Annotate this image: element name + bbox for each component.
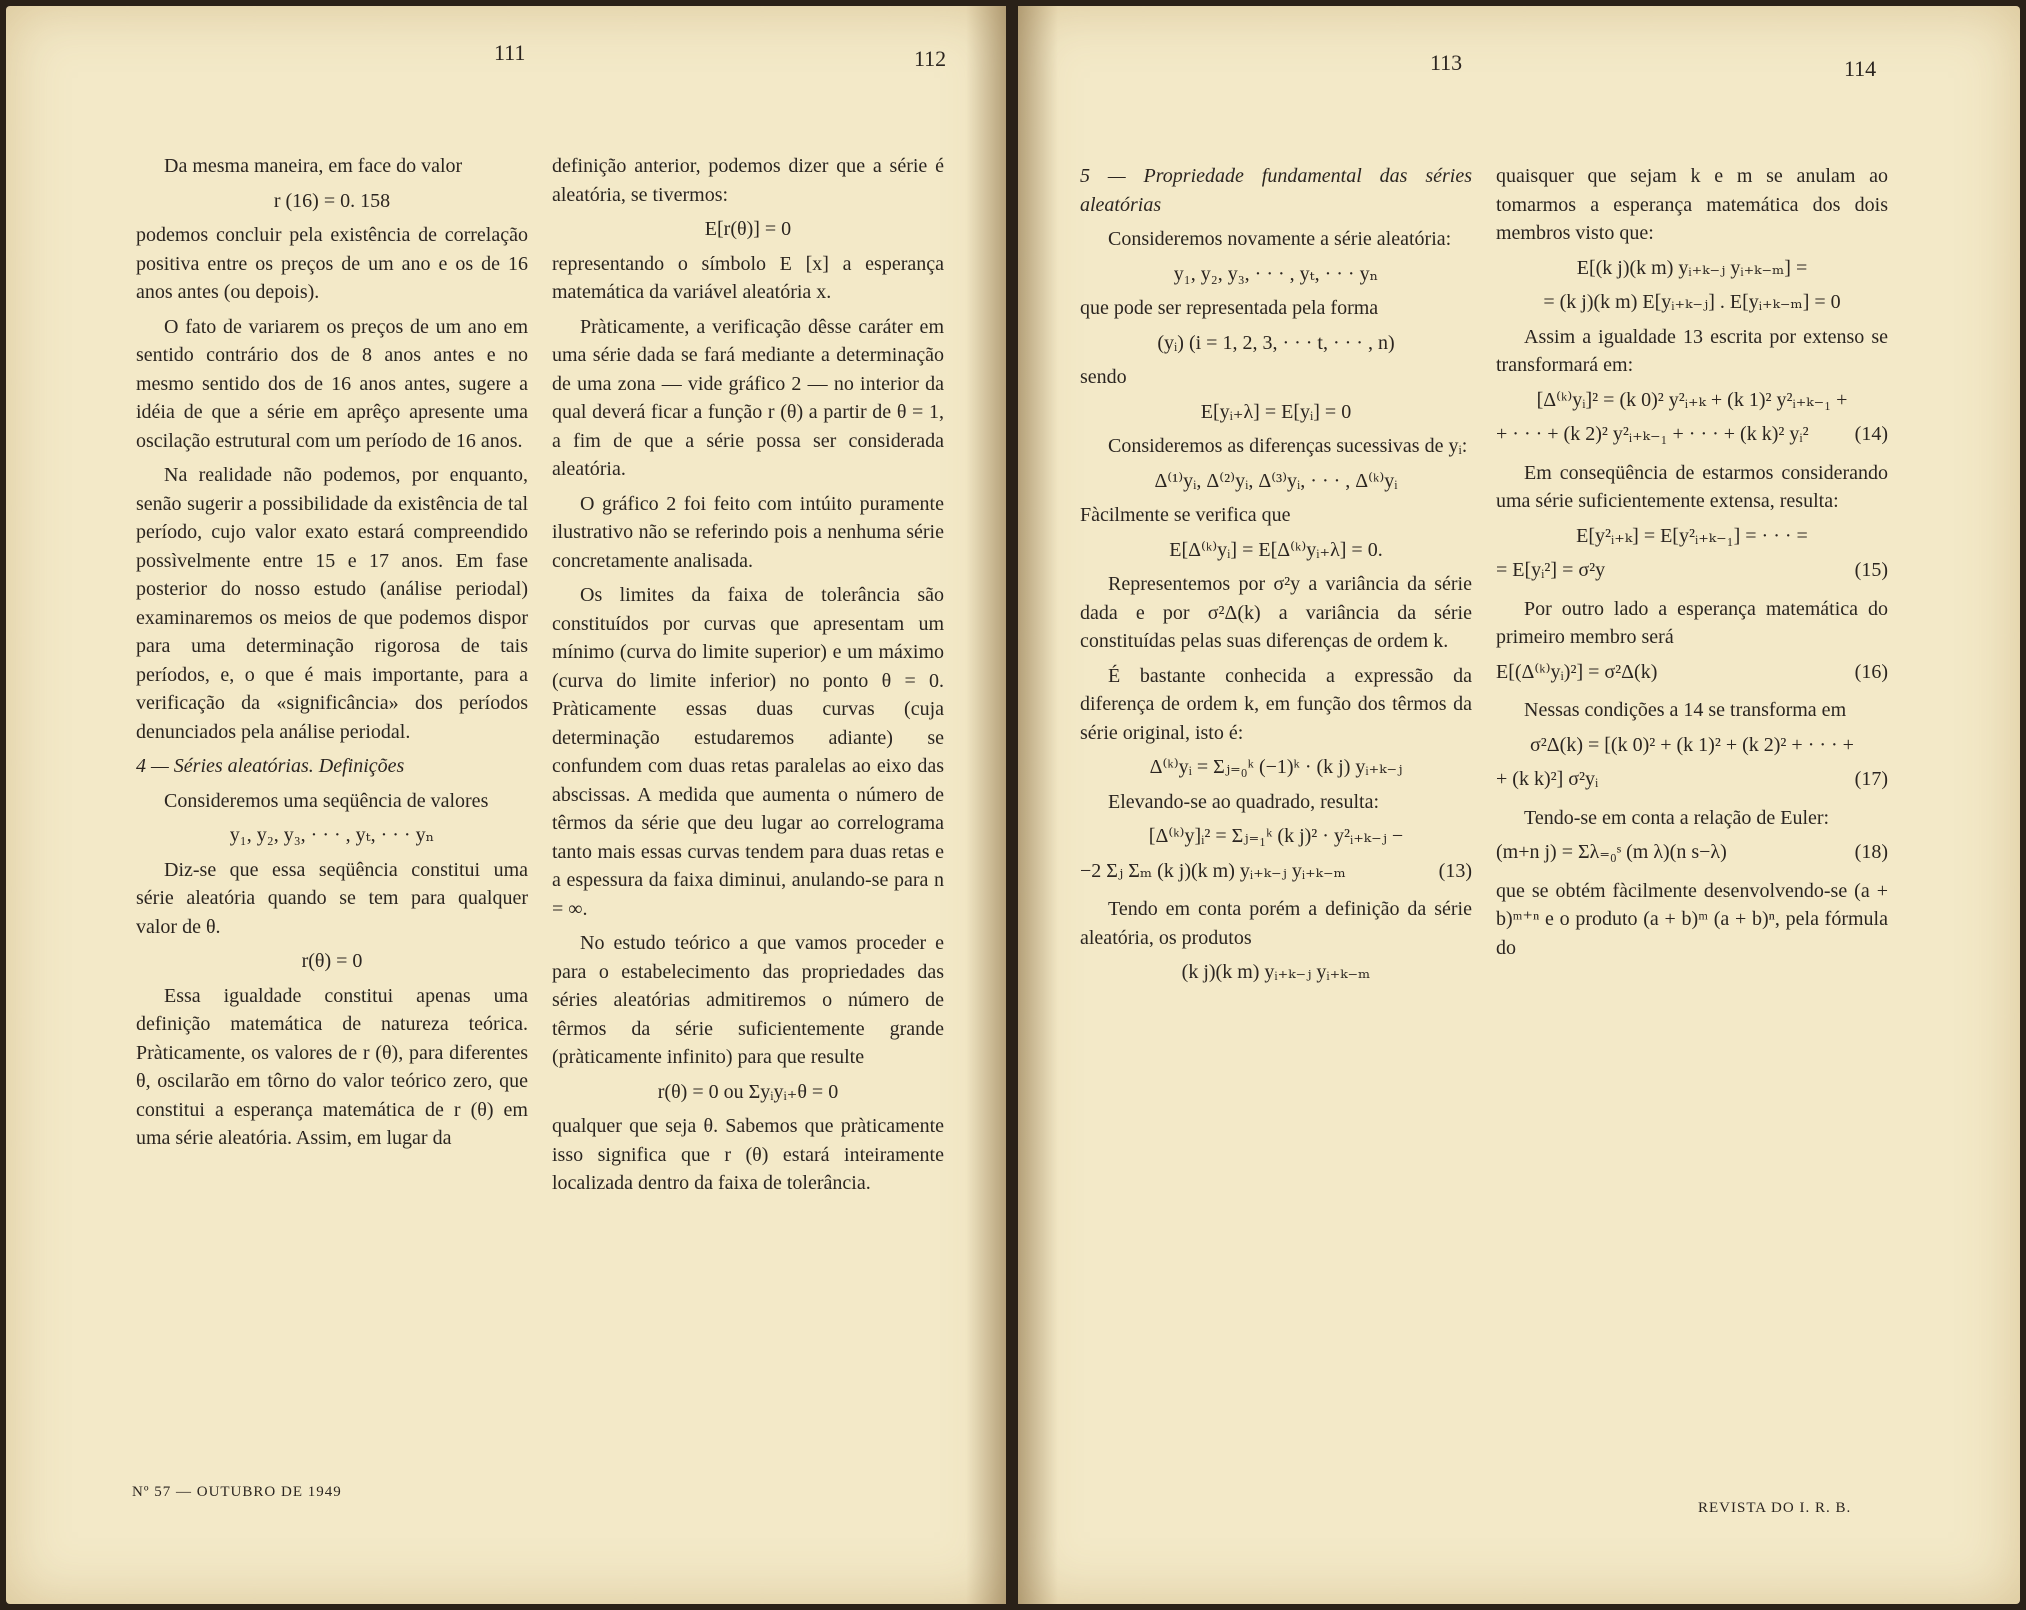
paragraph: Os limites da faixa de tolerância são constituídos por curvas que apresentam um mínimo (curva do limite superior) e um máximo (curva do limite inferior) no ponto θ = 0. Pràticamente essas duas curvas (cuja determinação estudaremos adiante) se confundem com duas retas paralelas ao eixo das abscissas. A medida que aumenta o número de têrmos da série que deu lugar ao correlograma tanto mais essas curvas tendem para duas retas e a espessura da faixa diminui, anulando-se para n = ∞. [552, 584, 944, 920]
section-heading: 5 — Propriedade fundamental das séries aleatórias [1080, 165, 1472, 216]
equation-row [1496, 838, 1888, 867]
paragraph: No estudo teórico a que vamos proceder e para o estabelecimento das propriedades das séries aleatórias admitiremos o número de têrmos da série suficientemente grande (pràticamente infinito) para que resulte [552, 932, 944, 1068]
paragraph: definição anterior, podemos dizer que a série é aleatória, se tivermos: [552, 155, 944, 206]
paragraph: Consideremos as diferenças sucessivas de yᵢ: [1108, 435, 1468, 457]
paragraph: podemos concluir pela existência de correlação positiva entre os preços de um ano e os de 16 anos antes (ou depois). [136, 224, 528, 303]
equation: [Δ⁽ᵏ⁾y]ᵢ² = Σⱼ₌₁ᵏ (k j)² · y²ᵢ₊ₖ₋ⱼ − [1148, 825, 1404, 847]
equation: Δ⁽ᵏ⁾yᵢ = Σⱼ₌₀ᵏ (−1)ᵏ · (k j) yᵢ₊ₖ₋ⱼ [1149, 756, 1403, 778]
left-page [6, 6, 1006, 1604]
equation: Δ⁽¹⁾yᵢ, Δ⁽²⁾yᵢ, Δ⁽³⁾yᵢ, · · · , Δ⁽ᵏ⁾yᵢ [1154, 469, 1398, 492]
paragraph: Na realidade não podemos, por enquanto, senão sugerir a possibilidade da existência de tal período, cujo valor exato estará compreendido possìvelmente entre 15 e 17 anos. Em fase posterior do nosso estudo (análise periodal) examinaremos os meios de que podemos dispor para uma determinação rigorosa de tais períodos, e, o que é mais importante, para a verificação da «significância» dos períodos denunciados pela análise periodal. [136, 464, 528, 743]
column-112 [552, 152, 944, 1204]
equation: (m+n j) = Σλ₌₀ˢ (m λ)(n s−λ) [1496, 841, 1727, 863]
paragraph: Nessas condições a 14 se transforma em [1524, 699, 1847, 721]
footer-issue: Nº 57 — OUTUBRO DE 1949 [132, 1484, 342, 1500]
paragraph: que pode ser representada pela forma [1080, 297, 1379, 319]
paragraph: Consideremos uma seqüência de valores [164, 789, 489, 812]
paragraph: Diz-se que essa seqüência constitui uma série aleatória quando se tem para qualquer valor de θ. [136, 858, 528, 938]
page-number-112: 112 [914, 46, 947, 71]
paragraph: Da mesma maneira, em face do valor [164, 155, 463, 177]
paragraph: É bastante conhecida a expressão da diferença de ordem k, em função dos têrmos da série original, isto é: [1080, 664, 1472, 744]
equation: E[r(θ)] = 0 [704, 218, 792, 240]
equation-row [1496, 658, 1888, 687]
equation: = (k j)(k m) E[yᵢ₊ₖ₋ⱼ] . E[yᵢ₊ₖ₋ₘ] = 0 [1543, 291, 1841, 313]
column-111 [136, 152, 528, 1159]
equation-row [1496, 556, 1888, 585]
paragraph: Fàcilmente se verifica que [1080, 504, 1291, 526]
equation: + · · · + (k 2)² y²ᵢ₊ₖ₋₁ + · · · + (k k)² yᵢ² [1496, 423, 1809, 445]
equation: y₁, y₂, y₃, · · · , yₜ, · · · yₙ [229, 824, 435, 846]
paragraph: sendo [1080, 366, 1127, 388]
equation-row [1080, 857, 1472, 886]
equation-row [1496, 765, 1888, 794]
section-heading: 4 — Séries aleatórias. Definições [136, 755, 405, 777]
equation: y₁, y₂, y₃, · · · , yₜ, · · · yₙ [1173, 262, 1379, 285]
equation: (k j)(k m) yᵢ₊ₖ₋ⱼ yᵢ₊ₖ₋ₘ [1181, 961, 1371, 983]
paragraph: Pràticamente, a verificação dêsse caráter em uma série dada se fará mediante a determinação de uma zona — vide gráfico 2 — no interior da qual deverá ficar a função r (θ) a partir de θ = 1, a fim de que a série possa ser considerada aleatória. [552, 315, 944, 480]
paragraph: Tendo-se em conta a relação de Euler: [1524, 806, 1830, 829]
equation-number: (18) [1854, 841, 1888, 863]
equation-number: (16) [1854, 660, 1888, 683]
equation-number: (17) [1854, 768, 1888, 790]
paragraph: Tendo em conta porém a definição da série aleatória, os produtos [1080, 898, 1472, 949]
column-113 [1080, 162, 1472, 993]
equation: (yᵢ) (i = 1, 2, 3, · · · t, · · · , n) [1157, 331, 1395, 354]
equation: −2 Σⱼ Σₘ (k j)(k m) yᵢ₊ₖ₋ⱼ yᵢ₊ₖ₋ₘ [1080, 859, 1346, 882]
equation: E[(Δ⁽ᵏ⁾yᵢ)²] = σ²Δ(k) [1496, 660, 1658, 683]
page-number-111: 111 [494, 40, 526, 65]
equation-number: (14) [1854, 423, 1888, 445]
equation: + (k k)²] σ²yᵢ [1496, 768, 1599, 790]
paragraph: Em conseqüência de estarmos considerando uma série suficientemente extensa, resulta: [1496, 461, 1888, 512]
equation-number: (13) [1438, 859, 1472, 882]
equation: E[y²ᵢ₊ₖ] = E[y²ᵢ₊ₖ₋₁] = · · · = [1576, 524, 1808, 547]
equation: σ²Δ(k) = [(k 0)² + (k 1)² + (k 2)² + · · · + [1530, 733, 1854, 756]
paragraph: O fato de variarem os preços de um ano em sentido contrário dos de 8 anos antes e no mesmo sentido dos de 16 anos antes, sugere a idéia de que a série em aprêço apresente uma oscilação estrutural com um período de 16 anos. [136, 315, 528, 452]
equation: = E[yᵢ²] = σ²y [1496, 559, 1606, 581]
equation: r(θ) = 0 [301, 950, 363, 972]
paragraph: Consideremos novamente a série aleatória: [1108, 228, 1452, 250]
paragraph: Representemos por σ²y a variância da série dada e por σ²Δ(k) a variância da série constituídas pelas suas diferenças de ordem k. [1080, 573, 1472, 652]
equation: E[yᵢ₊λ] = E[yᵢ] = 0 [1200, 400, 1352, 423]
equation-row [1496, 420, 1888, 449]
equation-number: (15) [1854, 559, 1888, 581]
paragraph: representando o símbolo E [x] a esperança matemática da variável aleatória x. [552, 252, 944, 303]
paragraph: Essa igualdade constitui apenas uma definição matemática de natureza teórica. Pràticamente, os valores de r (θ), para diferentes θ, oscilarão em tôrno do valor teórico zero, que constitui a esperança matemática de r (θ) em uma série aleatória. Assim, em lugar da [136, 984, 528, 1149]
paragraph: O gráfico 2 foi feito com intúito puramente ilustrativo não se referindo pois a nenhuma série concretamente analisada. [552, 492, 944, 572]
paragraph: Por outro lado a esperança matemática do primeiro membro será [1496, 597, 1888, 648]
paragraph: Assim a igualdade 13 escrita por extenso se transformará em: [1496, 325, 1888, 376]
column-114 [1496, 162, 1888, 968]
right-page [1018, 6, 2020, 1604]
footer-journal: REVISTA DO I. R. B. [1698, 1500, 1852, 1516]
equation: [Δ⁽ᵏ⁾yᵢ]² = (k 0)² y²ᵢ₊ₖ + (k 1)² y²ᵢ₊ₖ₋₁ + [1536, 388, 1848, 411]
equation: r (16) = 0. 158 [273, 189, 391, 212]
paragraph: Elevando-se ao quadrado, resulta: [1108, 790, 1380, 813]
page-number-114: 114 [1844, 56, 1877, 81]
paragraph: quaisquer que sejam k e m se anulam ao tomarmos a esperança matemática dos dois membros visto que: [1496, 165, 1888, 244]
paragraph: que se obtém fàcilmente desenvolvendo-se (a + b)ᵐ⁺ⁿ e o produto (a + b)ᵐ (a + b)ⁿ, pela fórmula do [1496, 879, 1888, 959]
page-number-113: 113 [1430, 50, 1463, 75]
equation: E[(k j)(k m) yᵢ₊ₖ₋ⱼ yᵢ₊ₖ₋ₘ] = [1576, 256, 1808, 279]
paragraph: qualquer que seja θ. Sabemos que pràticamente isso significa que r (θ) estará inteiramente localizada dentro da faixa de tolerância. [552, 1115, 944, 1194]
equation: r(θ) = 0 ou Σyᵢyᵢ₊θ = 0 [657, 1080, 839, 1103]
equation: E[Δ⁽ᵏ⁾yᵢ] = E[Δ⁽ᵏ⁾yᵢ₊λ] = 0. [1169, 538, 1383, 561]
